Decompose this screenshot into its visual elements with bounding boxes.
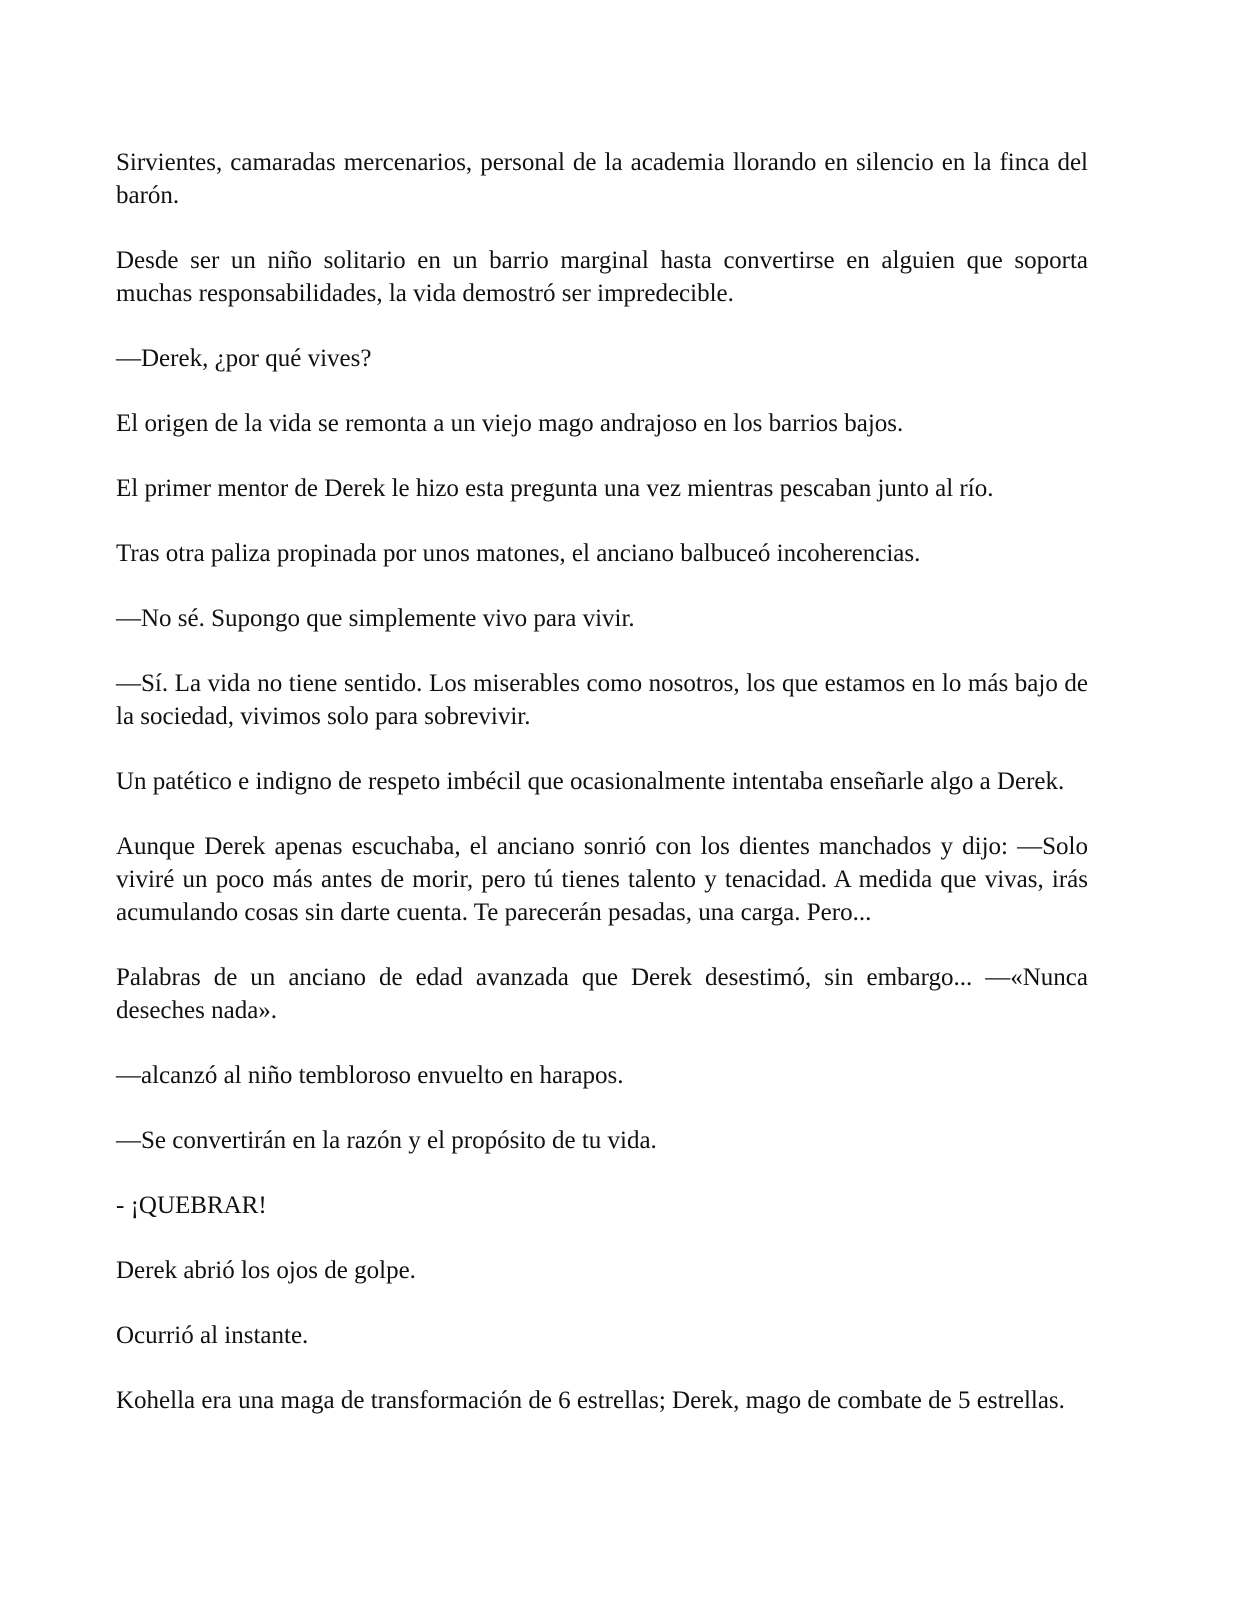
paragraph: El primer mentor de Derek le hizo esta pregunta una vez mientras pescaban junto al río. (116, 475, 994, 502)
document-page (116, 146, 1088, 1417)
paragraph: —Derek, ¿por qué vives? (116, 345, 372, 372)
paragraph: Aunque Derek apenas escuchaba, el anciano sonrió con los dientes manchados y dijo: —Solo viviré un poco más antes de morir, pero tú tienes talento y tenacidad. A medida que vivas, irás acumulando cosas sin darte cuenta. Te parecerán pesadas, una carga. Pero... (116, 833, 1088, 926)
paragraph: El origen de la vida se remonta a un viejo mago andrajoso en los barrios bajos. (116, 410, 904, 437)
paragraph: Kohella era una maga de transformación de 6 estrellas; Derek, mago de combate de 5 estrellas. (116, 1387, 1065, 1414)
paragraph: Un patético e indigno de respeto imbécil que ocasionalmente intentaba enseñarle algo a Derek. (116, 768, 1065, 795)
paragraph: Desde ser un niño solitario en un barrio marginal hasta convertirse en alguien que soporta muchas responsabilidades, la vida demostró ser impredecible. (116, 247, 1088, 307)
paragraph: - ¡QUEBRAR! (116, 1192, 267, 1219)
paragraph: —alcanzó al niño tembloroso envuelto en harapos. (116, 1062, 624, 1089)
paragraph: —No sé. Supongo que simplemente vivo para vivir. (116, 605, 635, 632)
paragraph: —Sí. La vida no tiene sentido. Los miserables como nosotros, los que estamos en lo más bajo de la sociedad, vivimos solo para sobrevivir. (116, 670, 1088, 730)
paragraph: —Se convertirán en la razón y el propósito de tu vida. (116, 1127, 657, 1154)
paragraph: Palabras de un anciano de edad avanzada que Derek desestimó, sin embargo... —«Nunca deseches nada». (116, 964, 1088, 1024)
paragraph: Ocurrió al instante. (116, 1322, 309, 1349)
paragraph: Sirvientes, camaradas mercenarios, personal de la academia llorando en silencio en la finca del barón. (116, 149, 1088, 209)
paragraph: Tras otra paliza propinada por unos matones, el anciano balbuceó incoherencias. (116, 540, 921, 567)
paragraph: Derek abrió los ojos de golpe. (116, 1257, 416, 1284)
